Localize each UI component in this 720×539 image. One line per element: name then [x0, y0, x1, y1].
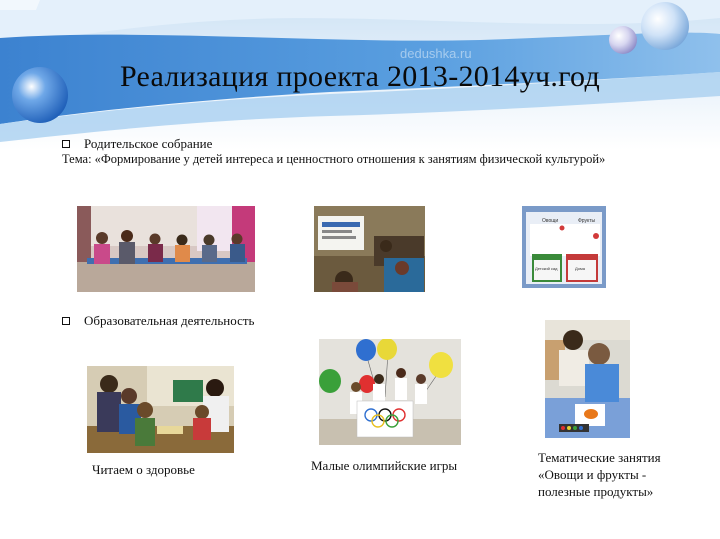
meeting-theme: Тема: «Формирование у детей интереса и ценностного отношения к занятиям физической культурой» [62, 152, 606, 166]
decor-orb-right [641, 2, 689, 50]
photo-reading-health [87, 366, 234, 453]
photo-themed-class [545, 320, 630, 438]
watermark-text: dedushka.ru [400, 46, 472, 61]
photo-board [522, 206, 606, 288]
photo-olympics [319, 339, 461, 445]
photo-presentation [314, 206, 425, 292]
board-label-fruits: Фрукты [578, 218, 596, 224]
caption-themed-class [538, 449, 661, 500]
caption-olympics: Малые олимпийские игры [311, 458, 458, 473]
caption-line: полезные продукты» [538, 484, 654, 499]
board-label-home: Дома [575, 266, 585, 271]
photo-parent-meeting [77, 206, 255, 292]
section-parent-meeting [62, 136, 212, 152]
section-heading: Родительское собрание [84, 136, 213, 151]
section-education [62, 313, 254, 329]
board-label-vegetables: Овощи [542, 218, 559, 224]
section-heading: Образовательная деятельность [84, 313, 255, 328]
caption-reading-health: Читаем о здоровье [92, 462, 195, 477]
bullet-icon [62, 317, 70, 325]
decor-orb-small [609, 26, 637, 54]
bullet-icon [62, 140, 70, 148]
caption-line: «Овощи и фрукты - [538, 467, 647, 482]
slide-title: Реализация проекта 2013-2014уч.год [119, 60, 601, 93]
caption-line: Тематические занятия [538, 450, 661, 465]
board-label-kindergarten: Детский сад [535, 266, 558, 271]
